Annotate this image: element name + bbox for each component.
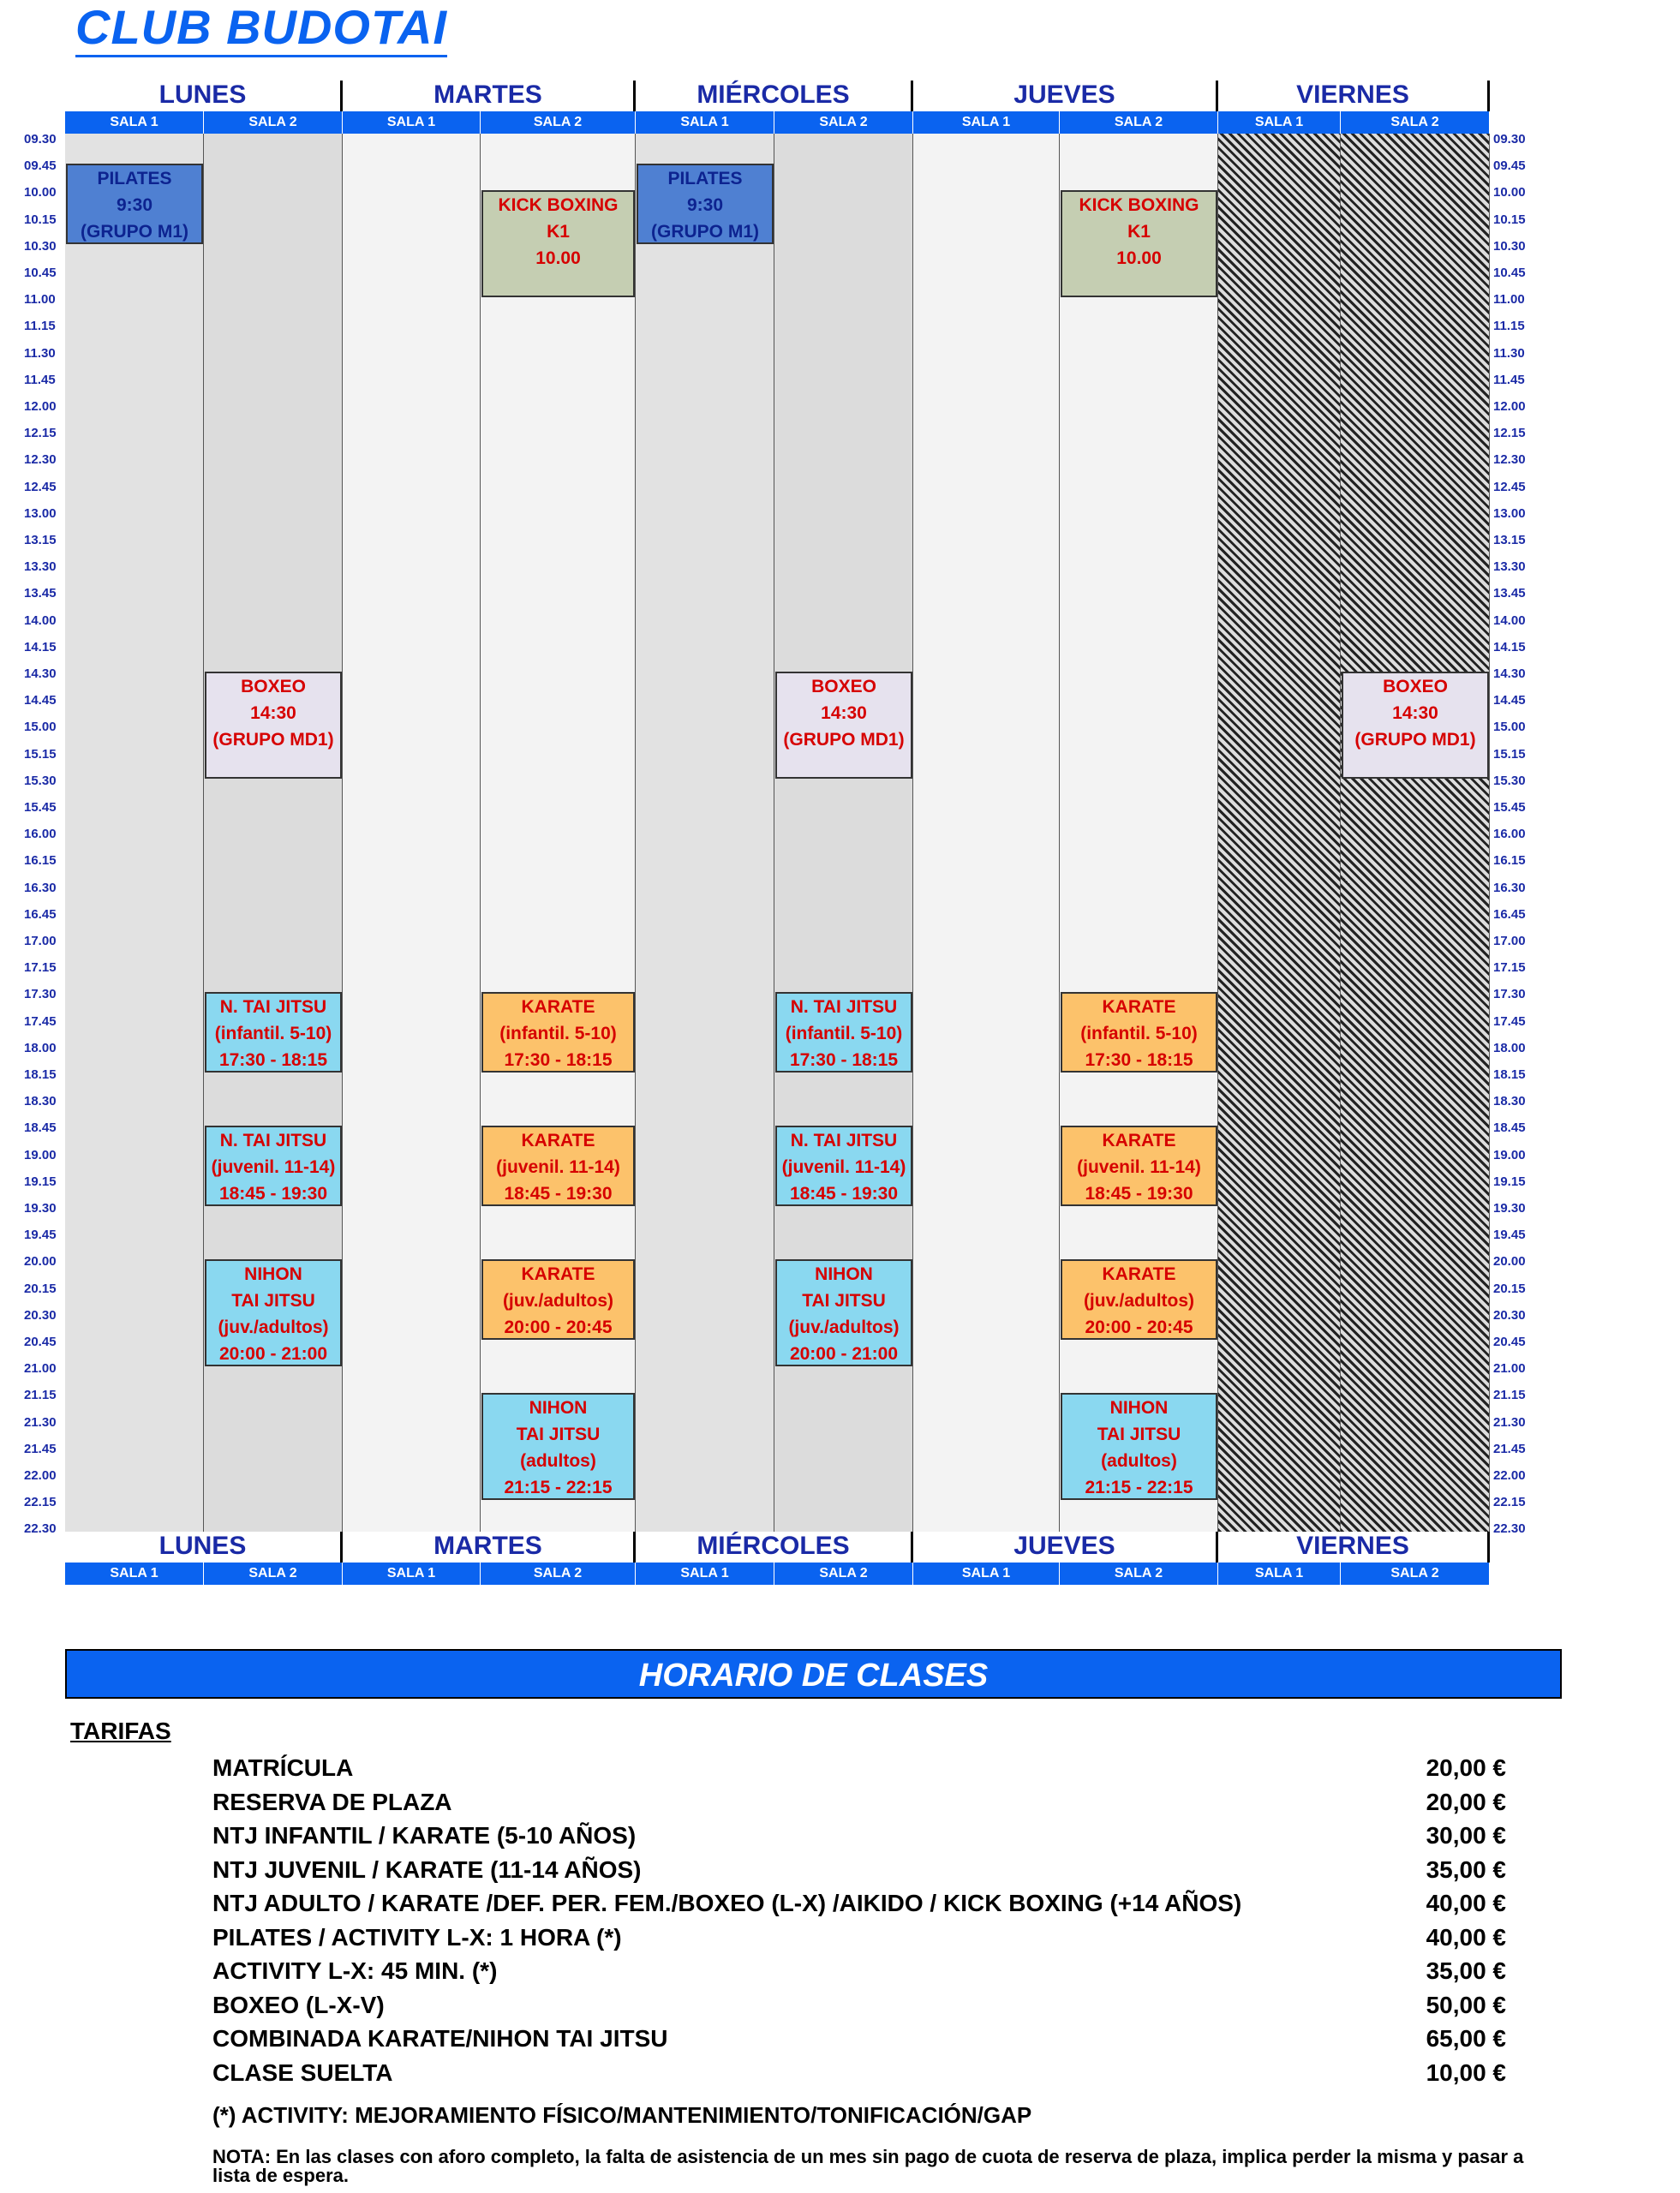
time-label-left: 14.45 [24,693,57,708]
time-label-left: 21.00 [24,1361,57,1377]
class-text: 18:45 - 19:30 [218,1184,328,1204]
time-label-right: 15.45 [1493,800,1526,815]
class-text: (infantil. 5-10) [1080,1024,1198,1044]
time-label-left: 11.15 [24,319,56,334]
time-label-right: 10.00 [1493,185,1526,200]
fee-label: NTJ JUVENIL / KARATE (11-14 AÑOS) [212,1855,642,1883]
class-text: N. TAI JITSU [219,997,327,1018]
class-text: BOXEO [241,677,306,696]
time-label-right: 12.00 [1493,399,1526,414]
time-label-right: 18.15 [1493,1067,1526,1082]
time-label-right: 16.00 [1493,827,1526,842]
class-text: KARATE [521,1264,595,1285]
class-text: (juv./adultos) [502,1291,614,1312]
time-label-right: 16.45 [1493,906,1526,922]
class-text: 17:30 - 18:15 [1085,1050,1193,1071]
time-label-left: 12.15 [24,426,57,441]
time-label-left: 11.45 [24,372,56,387]
class-text: PILATES [667,169,743,189]
class-text: (juv./adultos) [218,1318,329,1338]
class-block [1061,190,1217,297]
fee-label: ACTIVITY L-X: 45 MIN. (*) [212,1957,498,1984]
day-header-bottom: LUNES [65,1532,343,1563]
class-text: K1 [547,222,570,242]
day-header: JUEVES [913,81,1218,111]
time-label-left: 09.30 [24,132,57,146]
time-label-right: 17.45 [1493,1013,1526,1029]
time-label-left: 15.00 [24,720,57,735]
class-text: N. TAI JITSU [790,997,898,1018]
class-block [775,992,912,1073]
time-label-left: 20.00 [24,1254,57,1270]
class-text: TAI JITSU [1097,1425,1181,1445]
class-text: (infantil. 5-10) [785,1024,903,1044]
time-label-left: 17.30 [24,987,57,1002]
class-block [481,1259,635,1340]
time-label-left: 21.45 [24,1441,57,1456]
fee-label: RESERVA DE PLAZA [212,1788,452,1815]
time-label-right: 13.30 [1493,559,1526,575]
class-block [637,164,774,244]
time-label-left: 14.15 [24,639,57,654]
fee-price: 20,00 € [1426,1754,1506,1781]
class-text: (GRUPO MD1) [1354,730,1476,750]
sala-label: SALA 1 [913,1563,1060,1585]
class-block [775,1126,912,1206]
sala-label: SALA 2 [481,111,636,134]
day-header-bottom: JUEVES [913,1532,1218,1563]
sala-label: SALA 1 [636,1563,774,1585]
class-text: BOXEO [811,677,876,696]
time-label-right: 11.15 [1493,319,1525,334]
class-text: (juvenil. 11-14) [496,1157,620,1178]
class-text: (adultos) [520,1451,596,1472]
class-block [205,992,342,1073]
time-label-right: 20.45 [1493,1335,1526,1349]
sala-label: SALA 2 [204,1563,343,1585]
time-label-left: 10.15 [24,212,57,227]
fee-row [212,1789,1506,1821]
time-label-right: 12.15 [1493,426,1526,441]
time-label-right: 14.15 [1493,639,1526,654]
fee-price: 10,00 € [1426,2059,1506,2086]
class-text: 10.00 [1116,248,1162,269]
fee-row [212,1754,1506,1787]
time-label-left: 22.30 [24,1521,57,1537]
fee-label: CLASE SUELTA [212,2059,393,2086]
time-label-left: 17.15 [24,960,57,976]
time-label-left: 17.00 [24,934,57,948]
class-text: 14:30 [250,703,296,723]
room-column [913,134,1060,1532]
fee-price: 35,00 € [1426,1957,1506,1984]
class-text: 10.00 [535,248,581,269]
fee-row [212,1957,1506,1990]
class-text: 20:00 - 21:00 [218,1344,328,1365]
class-text: 9:30 [686,195,724,216]
time-label-right: 22.00 [1493,1468,1526,1483]
sala-label: SALA 1 [636,111,774,134]
time-label-right: 13.45 [1493,586,1526,601]
time-label-left: 10.30 [24,238,57,254]
class-text: 14:30 [1392,703,1438,723]
class-text: 18:45 - 19:30 [1085,1184,1193,1204]
fee-price: 35,00 € [1426,1855,1506,1883]
time-label-left: 20.30 [24,1307,57,1323]
fee-row [212,1822,1506,1855]
class-text: NIHON [529,1398,588,1419]
time-label-left: 18.00 [24,1040,57,1055]
time-label-left: 12.00 [24,399,57,414]
sala-label: SALA 1 [65,111,204,134]
tarifas-title: TARIFAS [70,1718,171,1744]
fee-price: 30,00 € [1426,1822,1506,1849]
class-text: NIHON [244,1264,302,1285]
time-label-left: 16.00 [24,827,57,842]
fee-row [212,2025,1506,2058]
time-label-left: 11.00 [24,292,56,308]
sala-label: SALA 2 [481,1563,636,1585]
time-label-left: 19.15 [24,1174,57,1189]
time-label-right: 17.00 [1493,934,1526,948]
fee-price: 65,00 € [1426,2025,1506,2052]
time-label-right: 21.30 [1493,1414,1526,1430]
class-text: TAI JITSU [802,1291,886,1312]
class-text: (GRUPO MD1) [783,730,905,750]
time-label-left: 16.30 [24,880,57,895]
sala-label: SALA 2 [1341,1563,1490,1585]
time-label-left: 19.30 [24,1201,57,1216]
time-label-left: 14.30 [24,666,57,681]
time-label-right: 15.30 [1493,773,1526,788]
sala-label: SALA 2 [204,111,343,134]
class-block [205,1126,342,1206]
class-text: 21:15 - 22:15 [1085,1478,1193,1498]
class-text: 17:30 - 18:15 [218,1050,328,1071]
sala-label: SALA 2 [1060,111,1218,134]
time-label-left: 15.15 [24,746,57,762]
time-label-right: 14.00 [1493,612,1526,628]
class-text: (GRUPO M1) [81,222,188,242]
class-text: 18:45 - 19:30 [504,1184,613,1204]
time-label-left: 20.45 [24,1335,57,1349]
time-label-right: 11.30 [1493,345,1525,361]
class-text: (GRUPO MD1) [212,730,334,750]
sala-label: SALA 1 [343,1563,481,1585]
sala-label: SALA 2 [774,111,913,134]
time-label-right: 20.15 [1493,1281,1526,1296]
class-text: 14:30 [821,703,867,723]
fee-row [212,2059,1506,2092]
class-text: KARATE [521,1131,595,1151]
class-text: (adultos) [1101,1451,1177,1472]
time-label-right: 19.15 [1493,1174,1526,1189]
fee-row [212,1856,1506,1889]
day-header: VIERNES [1218,81,1490,111]
time-label-left: 18.30 [24,1094,57,1109]
fee-label: NTJ ADULTO / KARATE /DEF. PER. FEM./BOXEO (L-X) /AIKIDO / KICK BOXING (+14 AÑOS) [212,1890,1242,1916]
class-text: TAI JITSU [516,1425,601,1445]
class-text: KARATE [1102,1264,1176,1285]
class-block [481,190,635,297]
fee-label: COMBINADA KARATE/NIHON TAI JITSU [212,2025,668,2052]
class-text: (juvenil. 11-14) [781,1157,906,1178]
day-header: MARTES [343,81,636,111]
fee-price: 40,00 € [1426,1923,1506,1951]
class-block [1342,672,1489,779]
class-text: NIHON [1109,1398,1169,1419]
time-label-right: 17.30 [1493,987,1526,1002]
class-text: (juvenil. 11-14) [1077,1157,1201,1178]
class-text: KARATE [1102,997,1176,1018]
class-text: KICK BOXING [1079,195,1199,216]
day-header-bottom: MARTES [343,1532,636,1563]
time-label-right: 09.45 [1493,158,1526,174]
time-label-right: 11.00 [1493,292,1525,308]
class-block [775,1259,912,1366]
class-text: N. TAI JITSU [219,1131,327,1151]
time-label-left: 22.00 [24,1468,57,1483]
time-label-right: 22.30 [1493,1521,1526,1537]
time-label-right: 18.30 [1493,1094,1526,1109]
time-label-left: 13.30 [24,559,57,575]
class-text: (juvenil. 11-14) [211,1157,336,1178]
fee-row [212,1890,1506,1922]
time-label-right: 21.00 [1493,1361,1526,1377]
time-label-left: 21.15 [24,1388,57,1403]
time-label-right: 09.30 [1493,132,1526,146]
time-label-left: 17.45 [24,1013,57,1029]
time-label-right: 17.15 [1493,960,1526,976]
time-label-left: 13.45 [24,586,57,601]
time-label-left: 10.00 [24,185,57,200]
class-text: 9:30 [116,195,153,216]
class-block [1061,992,1217,1073]
fee-price: 50,00 € [1426,1991,1506,2018]
room-column [343,134,481,1532]
class-text: 20:00 - 20:45 [1085,1318,1193,1338]
class-block [1061,1259,1217,1340]
room-column [1341,134,1490,1532]
class-block [1061,1393,1217,1500]
time-label-left: 16.15 [24,853,57,869]
class-block [775,672,912,779]
time-label-left: 20.15 [24,1281,57,1296]
time-label-right: 20.30 [1493,1307,1526,1323]
day-header-bottom: VIERNES [1218,1532,1490,1563]
class-text: (GRUPO M1) [651,222,759,242]
time-label-left: 12.45 [24,479,57,494]
time-label-right: 19.30 [1493,1201,1526,1216]
class-text: KICK BOXING [498,195,619,216]
activity-note: (*) ACTIVITY: MEJORAMIENTO FÍSICO/MANTENIMIENTO/TONIFICACIÓN/GAP [212,2102,1032,2128]
time-label-right: 18.45 [1493,1120,1526,1136]
time-label-right: 14.45 [1493,693,1526,708]
sala-label: SALA 1 [65,1563,204,1585]
time-label-left: 10.45 [24,266,57,280]
day-header: LUNES [65,81,343,111]
horario-banner: HORARIO DE CLASES [65,1649,1562,1699]
class-text: 20:00 - 21:00 [789,1344,899,1365]
fee-label: MATRÍCULA [212,1754,354,1781]
time-label-right: 13.15 [1493,533,1526,547]
fee-price: 40,00 € [1426,1890,1506,1916]
class-block [481,992,635,1073]
sala-label: SALA 1 [343,111,481,134]
time-label-right: 14.30 [1493,666,1526,681]
time-label-right: 20.00 [1493,1254,1526,1270]
class-text: NIHON [815,1264,873,1285]
class-block [205,1259,342,1366]
class-text: (juv./adultos) [788,1318,900,1338]
class-text: TAI JITSU [231,1291,315,1312]
time-label-right: 16.15 [1493,853,1526,869]
room-column [65,134,204,1532]
time-label-left: 15.30 [24,773,57,788]
time-label-left: 15.45 [24,800,57,815]
time-label-left: 13.00 [24,505,57,521]
sala-label: SALA 1 [913,111,1060,134]
class-text: PILATES [97,169,172,189]
room-column [636,134,774,1532]
sala-label: SALA 2 [774,1563,913,1585]
time-label-right: 12.30 [1493,452,1526,468]
sala-label: SALA 1 [1218,1563,1341,1585]
day-header-bottom: MIÉRCOLES [636,1532,913,1563]
class-text: (infantil. 5-10) [499,1024,617,1044]
time-label-left: 19.00 [24,1147,57,1162]
time-label-right: 10.30 [1493,238,1526,254]
time-label-right: 10.45 [1493,266,1526,280]
fee-row [212,1924,1506,1957]
time-label-right: 16.30 [1493,880,1526,895]
time-label-left: 14.00 [24,612,57,628]
class-text: (infantil. 5-10) [214,1024,332,1044]
time-label-left: 18.15 [24,1067,57,1082]
time-label-right: 18.00 [1493,1040,1526,1055]
time-label-left: 11.30 [24,345,56,361]
time-label-right: 21.15 [1493,1388,1526,1403]
time-label-right: 19.45 [1493,1228,1526,1243]
class-text: KARATE [1102,1131,1176,1151]
class-text: 18:45 - 19:30 [789,1184,899,1204]
fee-label: NTJ INFANTIL / KARATE (5-10 AÑOS) [212,1822,637,1849]
time-label-right: 15.15 [1493,746,1526,762]
time-label-right: 12.45 [1493,479,1526,494]
time-label-right: 13.00 [1493,505,1526,521]
time-label-left: 12.30 [24,452,57,468]
class-text: BOXEO [1383,677,1448,696]
class-block [1061,1126,1217,1206]
club-title: CLUB BUDOTAI [75,0,447,57]
time-label-left: 18.45 [24,1120,57,1136]
class-text: KARATE [521,997,595,1018]
time-label-right: 11.45 [1493,372,1525,387]
fee-label: PILATES / ACTIVITY L-X: 1 HORA (*) [212,1923,622,1951]
class-text: 17:30 - 18:15 [789,1050,899,1071]
time-label-left: 16.45 [24,906,57,922]
class-text: 17:30 - 18:15 [504,1050,613,1071]
fee-label: BOXEO (L-X-V) [212,1991,385,2018]
fee-price: 20,00 € [1426,1788,1506,1815]
class-text: (juv./adultos) [1083,1291,1195,1312]
sala-label: SALA 2 [1341,111,1490,134]
nota-text: NOTA: En las clases con aforo completo, la falta de asistencia de un mes sin pago de cuota de reserva de plaza, implica perder la misma y pasar a lista de espera. [212,2146,1524,2186]
time-label-left: 19.45 [24,1228,57,1243]
time-label-left: 22.15 [24,1495,57,1510]
sala-label: SALA 1 [1218,111,1341,134]
time-label-right: 15.00 [1493,720,1526,735]
class-block [205,672,342,779]
time-label-right: 22.15 [1493,1495,1526,1510]
day-header: MIÉRCOLES [636,81,913,111]
room-column [1218,134,1341,1532]
time-label-left: 21.30 [24,1414,57,1430]
fee-row [212,1992,1506,2024]
class-block [66,164,203,244]
class-text: N. TAI JITSU [790,1131,898,1151]
time-label-left: 13.15 [24,533,57,547]
time-label-right: 19.00 [1493,1147,1526,1162]
class-text: 21:15 - 22:15 [504,1478,613,1498]
class-text: 20:00 - 20:45 [504,1318,613,1338]
time-label-right: 10.15 [1493,212,1526,227]
class-block [481,1393,635,1500]
class-text: K1 [1127,222,1151,242]
time-label-right: 21.45 [1493,1441,1526,1456]
time-label-left: 09.45 [24,158,57,174]
class-block [481,1126,635,1206]
sala-label: SALA 2 [1060,1563,1218,1585]
